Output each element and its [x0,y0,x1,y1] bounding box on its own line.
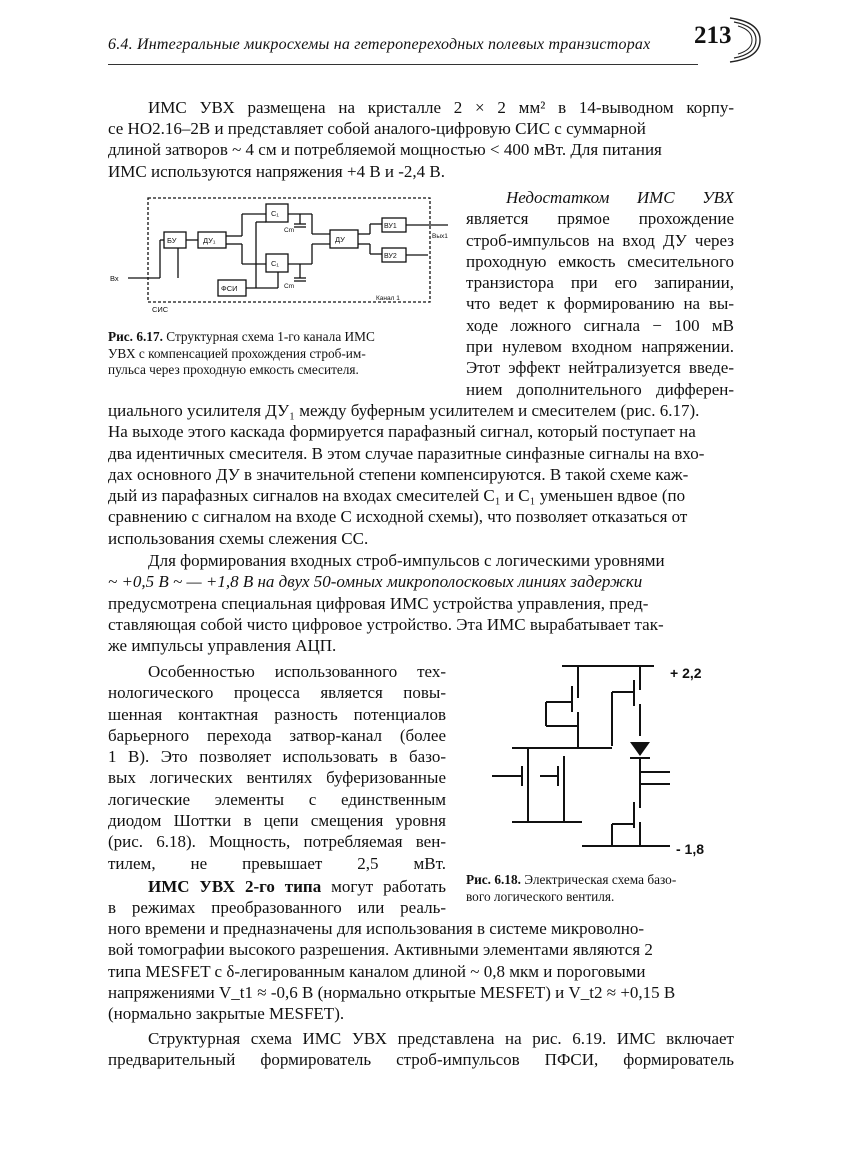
text-line: использования схемы слежения СС. [108,528,369,548]
text-line: нологического процесса является повы- [108,683,446,703]
text-fragment: могут работать [321,877,446,896]
text-line: же импульсы управления АЦП. [108,636,337,656]
text-line: тилем, не превышает 2,5 мВт. [108,853,446,873]
caption-text: Структурная схема 1-го канала ИМС [162,329,375,344]
text-line: нием дополнительного дифферен- [466,379,734,399]
running-header: 6.4. Интегральные микросхемы на гетеропереходных полевых транзисторах [108,36,651,53]
text-line: Этот эффект нейтрализуется введе- [466,358,734,378]
paragraph-4-left [108,661,446,874]
text-line: ного времени и предназначены для использования в системе микроволно- [108,919,645,938]
caption-text: УВХ с компенсацией прохождения строб-им- [108,345,366,361]
fig617-label-channel: Канал 1 [376,295,400,302]
page-corner-ornament-icon [726,14,766,66]
text-line: является прямое прохождение [466,209,734,229]
text-line: дах основного ДУ в значительной степени компенсируются. В такой схеме каж- [108,464,689,484]
text-line: Структурная схема ИМС УВХ представлена на рис. 6.19. ИМС включает [148,1029,734,1048]
fig617-label-cm-top: Cm [284,227,295,234]
text-line: при нулевом входном напряжении. [466,337,734,357]
fig618-label-vminus: - 1,8 [676,841,705,857]
text-line: Особенностью использованного тех- [148,662,446,681]
page-number: 213 [694,22,732,49]
text-line: предварительный формирователь строб-импульсов ПФСИ, формирователь [108,1050,734,1070]
text-line: проходную емкость смесительного [466,251,734,271]
text-line: дый из парафазных сигналов на входах смесителей C₁ и C₁ уменьшен вдвое (по [108,486,686,506]
fig617-block-du1: ДУ₁ [203,236,216,245]
text-line: в режимах преобразованного или реаль- [108,898,446,918]
text-line: (рис. 6.18). Мощность, потребляемая вен- [108,832,446,852]
text-line: 1 В). Это позволяет использовать в базо- [108,747,446,767]
text-line [108,876,446,897]
text-line: строб-импульсов на вход ДУ через [466,230,734,250]
paragraph-1 [108,97,734,118]
fig617-label-output: Вых1 [432,233,448,240]
fig617-block-vu1: ВУ1 [384,223,397,230]
text-line: се НО2.16–2В и представляет собой аналого-цифровую СИС с суммарной [108,119,646,138]
paragraph-2-cont [108,400,734,549]
paragraph-6 [108,1028,734,1071]
fig617-block-vu2: ВУ2 [384,253,397,260]
text-line: ~ +0,5 В ~ — +1,8 В на двух 50-омных микрополосковых линиях задержки [108,572,643,592]
fig617-block-bu: БУ [167,236,177,245]
figure-6-17-block-diagram [108,192,460,320]
text-line: ходе ложного сигнала − 100 мВ [466,315,734,335]
fig617-label-sis: СИС [152,305,169,314]
fig617-label-input: Вх [110,274,119,283]
header-rule [108,64,698,65]
fig617-block-c1-top: C₁ [271,209,279,218]
text-line: Недостатком ИМС УВХ [506,188,734,207]
text-line: транзистора при его запирании, [466,273,734,293]
fig617-block-du: ДУ [335,235,345,244]
caption-label: Рис. 6.18. [466,872,521,887]
text-line: Для формирования входных строб-импульсов с логическими уровнями [148,551,665,570]
fig618-label-vplus: + 2,2 [670,665,702,681]
text-line: ставляющая собой чисто цифровое устройство. Эта ИМС вырабатывает так- [108,614,664,634]
text-line: циального усилителя ДУ₁ между буферным усилителем и смесителем (рис. 6.17). [108,401,700,420]
paragraph-3 [108,550,734,656]
text-line: барьерного перехода затвор-канал (более [108,725,446,745]
text-line: что ведет к формированию на вы- [466,294,734,314]
fig617-block-c1-bottom: C₁ [271,259,279,268]
text-line: вых логических вентилях буферизованные [108,768,446,788]
paragraph-2-right [466,187,734,400]
text-line: диодом Шоттки в цепи смещения уровня [108,811,446,831]
bold-lead: ИМС УВХ 2-го типа [148,877,322,896]
text-line: логические элементы с единственным [108,789,446,809]
text-line: ИМС используются напряжения +4 В и -2,4 В. [108,161,446,181]
fig617-block-fsi: ФСИ [221,284,238,293]
text-line: длиной затворов ~ 4 см и потребляемой мощностью < 400 мВт. Для питания [108,140,662,160]
caption-text: вого логического вентиля. [466,888,615,904]
paragraph-1-cont [108,118,734,182]
fig617-label-cm-bottom: Cm [284,283,295,290]
caption-text: Электрическая схема базо- [520,872,677,887]
figure-6-17-caption [108,329,460,379]
text-line: На выходе этого каскада формируется парафазный сигнал, который поступает на [108,422,696,442]
text-line: предусмотрена специальная цифровая ИМС устройства управления, пред- [108,593,649,613]
text-line: шенная контактная разность потенциалов [108,704,446,724]
text-line: ИМС УВХ размещена на кристалле 2 × 2 мм² в 14-выводном корпу- [148,98,734,117]
text-line: типа MESFET с δ-легированным каналом длиной ~ 0,8 мкм и пороговыми [108,961,646,981]
caption-text: пульса через проходную емкость смесителя. [108,362,359,377]
paragraph-5-left [108,876,446,919]
figure-6-18-caption [466,872,734,905]
text-line: два идентичных смесителя. В этом случае паразитные синфазные сигналы на вхо- [108,443,705,463]
text-line: (нормально закрытые MESFET). [108,1004,345,1024]
text-line: сравнению с сигналом на входе С исходной схемы), что позволяет отказаться от [108,507,688,527]
text-line: напряжениями V_t1 ≈ -0,6 В (нормально открытые MESFET) и V_t2 ≈ +0,15 В [108,982,676,1002]
figure-6-18-circuit [462,656,734,866]
text-line: вой томографии высокого разрешения. Активными элементами являются 2 [108,940,653,960]
paragraph-5-cont [108,918,734,1024]
caption-label: Рис. 6.17. [108,329,163,344]
